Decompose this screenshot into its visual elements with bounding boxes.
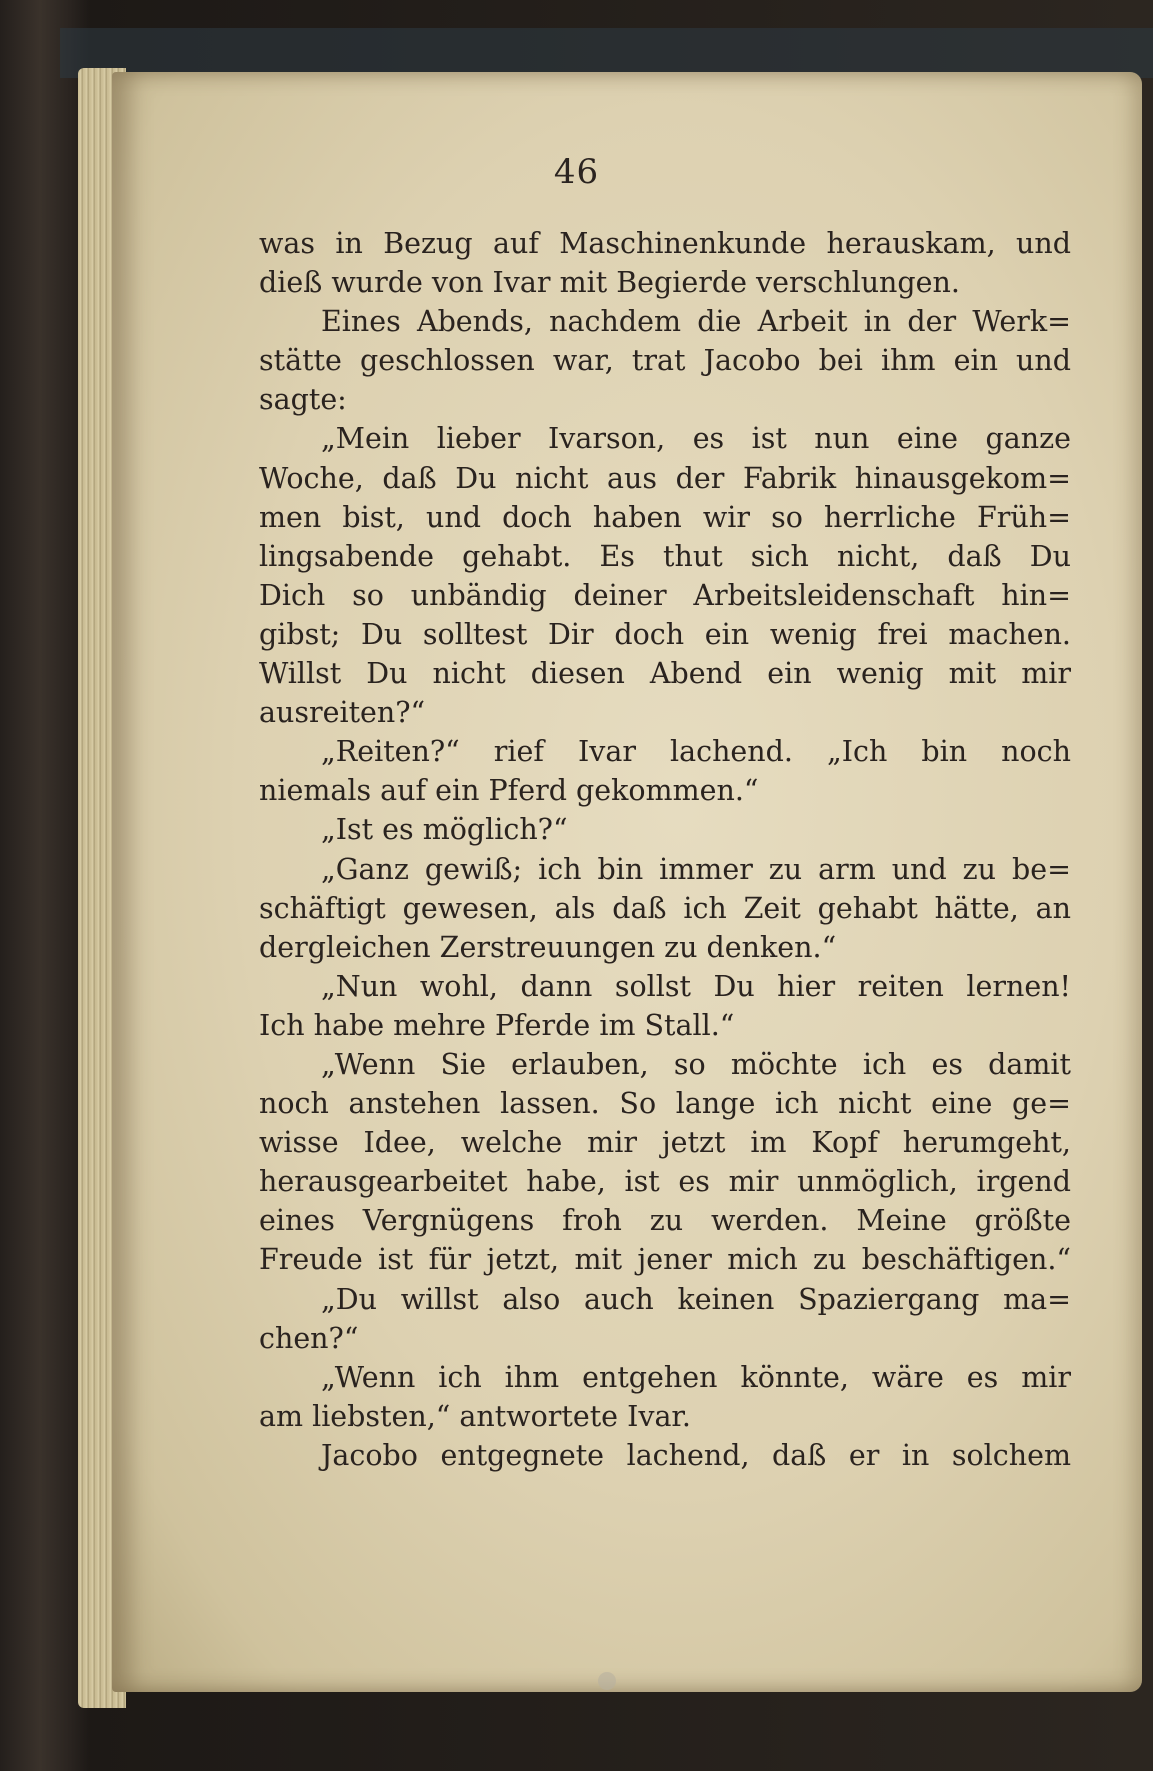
text-line: noch anstehen lassen. So lange ich nicht eine ge= (259, 1087, 1071, 1121)
text-line: am liebsten,“ antwortete Ivar. (259, 1399, 691, 1433)
text-line: stätte geschlossen war, trat Jacobo bei ihm ein und (259, 344, 1071, 378)
body-text (259, 224, 1071, 1475)
cover-edge (60, 28, 1153, 78)
text-line: Ich habe mehre Pferde im Stall.“ (259, 1008, 735, 1042)
text-line: „Wenn Sie erlauben, so möchte ich es damit (321, 1047, 1071, 1081)
text-line: dieß wurde von Ivar mit Begierde verschlungen. (259, 266, 960, 300)
text-line: „Nun wohl, dann sollst Du hier reiten lernen! (321, 969, 1071, 1003)
text-line: ausreiten?“ (259, 696, 426, 730)
text-line: wisse Idee, welche mir jetzt im Kopf herumgeht, (259, 1126, 1071, 1160)
text-line: „Mein lieber Ivarson, es ist nun eine ganze (321, 422, 1071, 456)
text-line: Jacobo entgegnete lachend, daß er in solchem (321, 1438, 1071, 1472)
page-number: 46 (553, 152, 600, 192)
text-line: „Ganz gewiß; ich bin immer zu arm und zu be= (321, 852, 1071, 886)
text-line: niemals auf ein Pferd gekommen.“ (259, 774, 759, 808)
text-line: gibst; Du solltest Dir doch ein wenig frei machen. (259, 617, 1071, 651)
text-line: „Wenn ich ihm entgehen könnte, wäre es mir (321, 1360, 1071, 1394)
text-line: Eines Abends, nachdem die Arbeit in der Werk= (321, 305, 1071, 339)
text-line: herausgearbeitet habe, ist es mir unmöglich, irgend (259, 1165, 1071, 1199)
text-line: chen?“ (259, 1321, 359, 1355)
text-line: Woche, daß Du nicht aus der Fabrik hinausgekom= (259, 461, 1071, 495)
text-line: dergleichen Zerstreuungen zu denken.“ (259, 930, 837, 964)
text-line: sagte: (259, 383, 347, 417)
text-line: „Ist es möglich?“ (321, 813, 568, 847)
text-line: men bist, und doch haben wir so herrliche Früh= (259, 500, 1071, 534)
text-line: schäftigt gewesen, als daß ich Zeit gehabt hätte, an (259, 891, 1071, 925)
text-line: lingsabende gehabt. Es thut sich nicht, daß Du (259, 539, 1071, 573)
text-line: Freude ist für jetzt, mit jener mich zu beschäftigen.“ (259, 1243, 1071, 1277)
text-line: „Du willst also auch keinen Spaziergang ma= (321, 1282, 1071, 1316)
text-line: Dich so unbändig deiner Arbeitsleidenschaft hin= (259, 578, 1071, 612)
text-line: eines Vergnügens froh zu werden. Meine größte (259, 1204, 1071, 1238)
text-line: Willst Du nicht diesen Abend ein wenig mit mir (259, 657, 1071, 691)
page-blemish (598, 1672, 616, 1690)
text-line: was in Bezug auf Maschinenkunde herauskam, und (259, 227, 1071, 260)
text-line: „Reiten?“ rief Ivar lachend. „Ich bin noch (321, 735, 1071, 769)
